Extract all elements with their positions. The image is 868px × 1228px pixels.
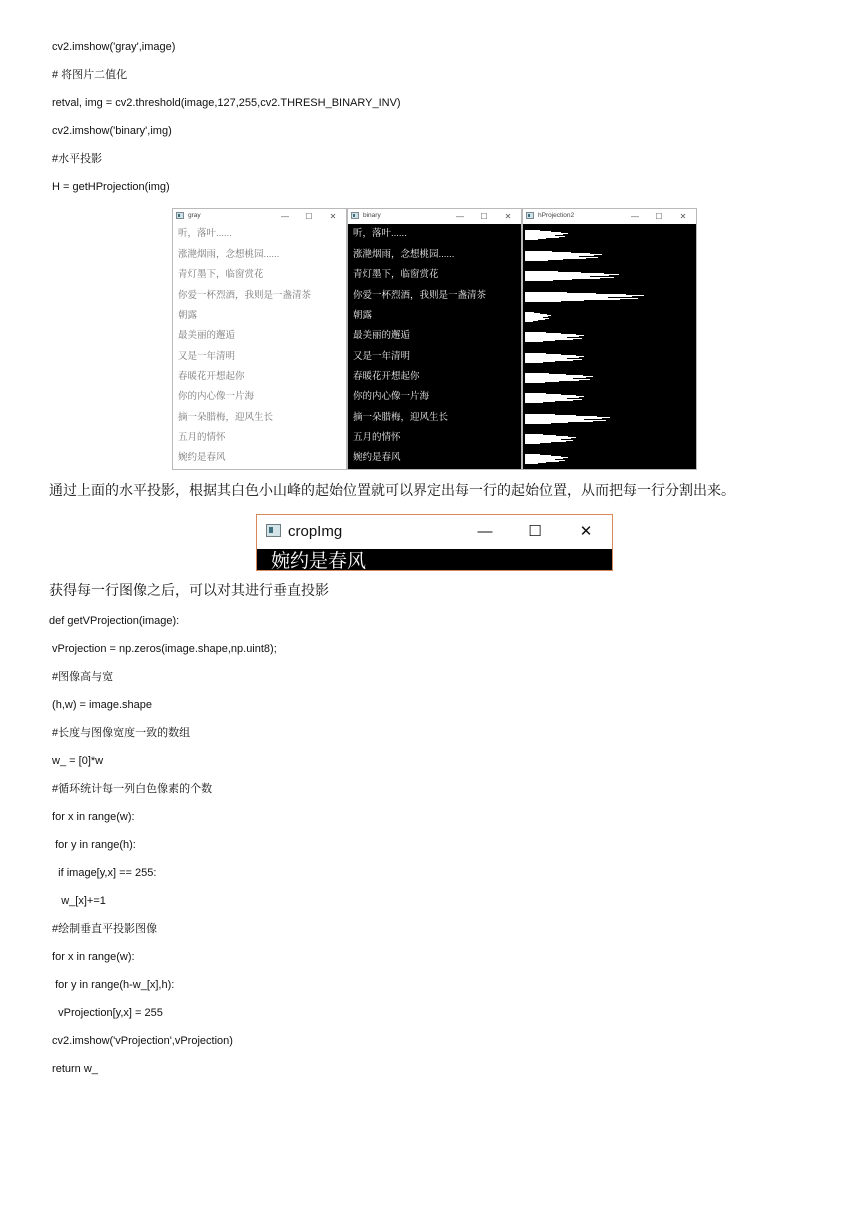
code-line: cv2.imshow('binary',img) (52, 125, 172, 137)
poem-line: 又是一年清明 (353, 351, 411, 362)
hprojection-bar (525, 362, 543, 363)
hprojection-bar (525, 280, 553, 281)
hprojection-bar (525, 260, 548, 261)
binary-image (348, 224, 521, 469)
code-line: return w_ (49, 1063, 98, 1075)
minimize-button[interactable]: — (477, 523, 493, 540)
poem-line: 你爱一杯烈酒，我则是一盏清茶 (178, 290, 312, 301)
hprojection-bar (525, 321, 533, 322)
poem-line: 春暖花开想起你 (178, 371, 245, 382)
window-app-icon (526, 212, 534, 219)
maximize-button[interactable]: ☐ (305, 212, 313, 221)
maximize-button[interactable]: ☐ (655, 212, 663, 221)
code-line: cv2.imshow('vProjection',vProjection) (49, 1035, 233, 1047)
code-line: if image[y,x] == 255: (49, 867, 157, 879)
code-line: vProjection[y,x] = 255 (49, 1007, 163, 1019)
close-button[interactable]: ✕ (679, 212, 687, 221)
code-comment: #图像高与宽 (49, 671, 114, 683)
close-button[interactable]: ✕ (579, 523, 593, 540)
code-line: (h,w) = image.shape (49, 699, 153, 711)
poem-line: 朝露 (178, 310, 198, 321)
cropimg-window (256, 514, 613, 571)
hprojection-bar (525, 341, 543, 342)
hprojection-titlebar[interactable] (523, 209, 696, 225)
code-comment: # 将图片二值化 (52, 69, 128, 81)
poem-line: 五月的情怀 (178, 432, 226, 443)
code-line: retval, img = cv2.threshold(image,127,255,cv2.THRESH_BINARY_INV) (52, 97, 401, 109)
poem-line: 最美丽的邂逅 (353, 330, 411, 341)
binary-titlebar[interactable] (348, 209, 521, 225)
poem-line: 涨滟烟雨，念想桃园...... (353, 249, 455, 260)
code-line: for x in range(w): (49, 951, 135, 963)
close-button[interactable]: ✕ (329, 212, 337, 221)
code-comment: #循环统计每一列白色像素的个数 (49, 783, 213, 795)
poem-line: 摘一朵腊梅，迎风生长 (353, 412, 449, 423)
poem-line: 你的内心像一片海 (353, 391, 430, 402)
maximize-button[interactable]: ☐ (480, 212, 488, 221)
hprojection-bar (525, 423, 551, 424)
poem-line: 你爱一杯烈酒，我则是一盏清茶 (353, 290, 487, 301)
code-line: w_ = [0]*w (49, 755, 104, 767)
poem-line: 五月的情怀 (353, 432, 401, 443)
gray-titlebar[interactable] (173, 209, 346, 225)
cropped-line-text: 婉约是春风 (271, 551, 367, 571)
cropimg-window-title: cropImg (288, 523, 343, 540)
minimize-button[interactable]: — (281, 212, 289, 221)
poem-line: 涨滟烟雨，念想桃园...... (178, 249, 280, 260)
cropimg-image (257, 549, 612, 570)
code-line: def getVProjection(image): (49, 615, 180, 627)
explanation-paragraph: 通过上面的水平投影，根据其白色小山峰的起始位置就可以界定出每一行的起始位置，从而把每一行分割出来。 (49, 482, 735, 498)
hprojection-bar (525, 443, 540, 444)
hprojection-bar (525, 301, 561, 302)
code-line: for y in range(h-w_[x],h): (49, 979, 175, 991)
gray-window-title: gray (188, 212, 201, 219)
hprojection-image (523, 224, 696, 469)
poem-line: 婉约是春风 (353, 452, 401, 463)
poem-line: 你的内心像一片海 (178, 391, 255, 402)
gray-image (173, 224, 346, 469)
poem-line: 青灯墨下，临窗赏花 (178, 269, 264, 280)
hprojection-window (522, 208, 697, 470)
cropimg-titlebar[interactable] (257, 515, 612, 549)
maximize-button[interactable]: ☐ (528, 523, 542, 540)
poem-line: 听，落叶...... (353, 228, 407, 239)
binary-window (347, 208, 522, 470)
window-app-icon (266, 524, 281, 537)
hprojection-bar (525, 402, 543, 403)
minimize-button[interactable]: — (631, 212, 639, 221)
hprojection-window-title: hProjection2 (538, 212, 575, 219)
close-button[interactable]: ✕ (504, 212, 512, 221)
code-line: vProjection = np.zeros(image.shape,np.uint8); (49, 643, 277, 655)
window-app-icon (351, 212, 359, 219)
poem-line: 朝露 (353, 310, 373, 321)
explanation-paragraph: 获得每一行图像之后，可以对其进行垂直投影 (49, 582, 329, 598)
code-line: w_[x]+=1 (49, 895, 106, 907)
poem-line: 摘一朵腊梅，迎风生长 (178, 412, 274, 423)
code-comment: #绘制垂直平投影图像 (49, 923, 158, 935)
poem-line: 最美丽的邂逅 (178, 330, 236, 341)
poem-line: 又是一年清明 (178, 351, 236, 362)
poem-line: 青灯墨下，临窗赏花 (353, 269, 439, 280)
hprojection-bar (525, 239, 538, 240)
code-line: H = getHProjection(img) (52, 181, 170, 193)
poem-line: 婉约是春风 (178, 452, 226, 463)
code-comment: #长度与图像宽度一致的数组 (49, 727, 191, 739)
poem-line: 春暖花开想起你 (353, 371, 420, 382)
code-comment: #水平投影 (52, 153, 103, 165)
binary-window-title: binary (363, 212, 381, 219)
code-line: cv2.imshow('gray',image) (52, 41, 176, 53)
window-app-icon (176, 212, 184, 219)
code-line: for y in range(h): (49, 839, 136, 851)
minimize-button[interactable]: — (456, 212, 464, 221)
gray-window (172, 208, 347, 470)
code-line: for x in range(w): (49, 811, 135, 823)
hprojection-bar (525, 463, 538, 464)
poem-line: 听，落叶...... (178, 228, 232, 239)
hprojection-bar (525, 382, 545, 383)
